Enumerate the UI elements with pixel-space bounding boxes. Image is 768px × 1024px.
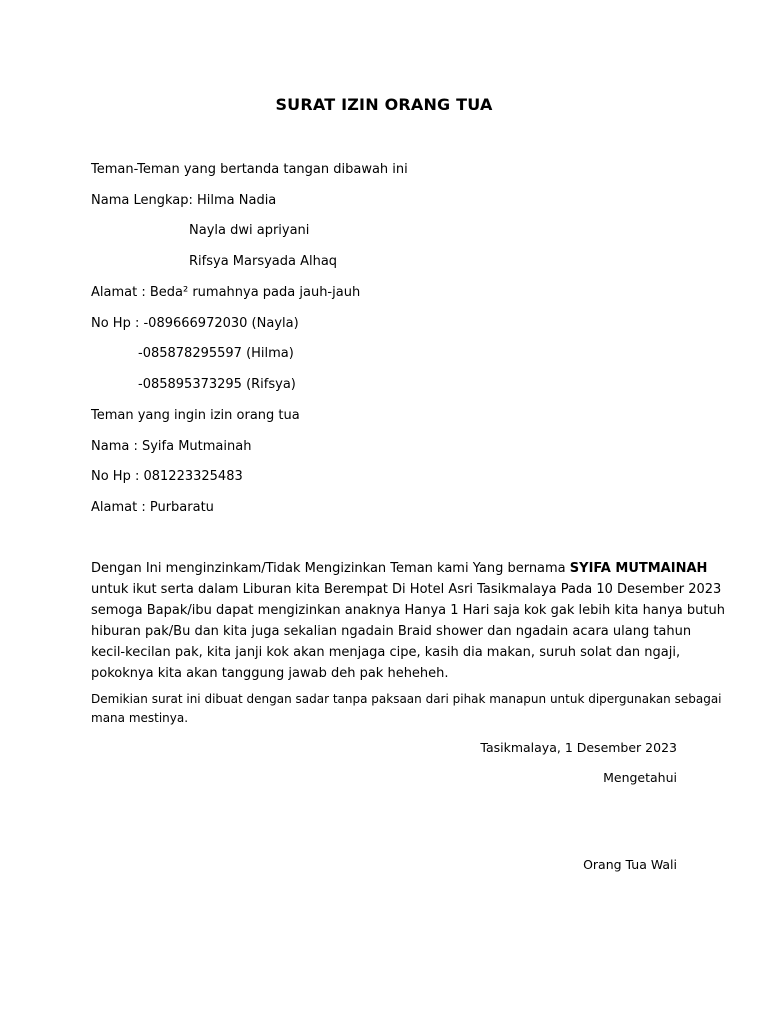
signer-name-3: Rifsya Marsyada Alhaq	[189, 254, 338, 269]
signer-address: Alamat : Beda² rumahnya pada jauh-jauh	[91, 285, 361, 300]
signature-label: Orang Tua Wali	[583, 857, 677, 872]
signer-name-line: Nama Lengkap: Hilma Nadia	[91, 193, 277, 208]
body-line-4: hiburan pak/Bu dan kita juga sekalian ngadain Braid shower dan ngadain acara ulang tahun	[91, 624, 692, 639]
friend-intro: Teman yang ingin izin orang tua	[91, 408, 300, 423]
acknowledge-label: Mengetahui	[603, 770, 677, 785]
signer-phone-line: No Hp : -089666972030 (Nayla)	[91, 316, 299, 331]
closing-line-1: Demikian surat ini dibuat dengan sadar tanpa paksaan dari pihak manapun untuk dipergunakan sebagai	[91, 692, 722, 706]
body-line-3: semoga Bapak/ibu dapat mengizinkan anaknya Hanya 1 Hari saja kok gak lebih kita hanya butuh	[91, 603, 725, 618]
body-line-1-text: Dengan Ini menginzinkam/Tidak Mengizinkan Teman kami Yang bernama	[91, 561, 570, 576]
friend-name-bold: SYIFA MUTMAINAH	[569, 561, 708, 576]
friend-address: Alamat : Purbaratu	[91, 500, 214, 515]
letter-title: SURAT IZIN ORANG TUA	[275, 95, 493, 114]
body-line-5: kecil-kecilan pak, kita janji kok akan menjaga cipe, kasih dia makan, suruh solat dan ngaji,	[91, 645, 681, 660]
friend-phone: No Hp : 081223325483	[91, 469, 243, 484]
place-date: Tasikmalaya, 1 Desember 2023	[480, 740, 677, 755]
body-line-2: untuk ikut serta dalam Liburan kita Berempat Di Hotel Asri Tasikmalaya Pada 10 Desember 2023	[91, 582, 722, 597]
body-paragraph	[91, 558, 725, 684]
body-line-1	[91, 558, 708, 579]
signer-phone-2: -085878295597 (Hilma)	[138, 346, 294, 361]
signer-phone-3: -085895373295 (Rifsya)	[138, 377, 296, 392]
closing-paragraph	[91, 690, 722, 728]
intro-text: Teman-Teman yang bertanda tangan dibawah ini	[91, 162, 408, 177]
signer-name-2: Nayla dwi apriyani	[189, 223, 310, 238]
closing-line-2: mana mestinya.	[91, 711, 189, 725]
body-line-6: pokoknya kita akan tanggung jawab deh pak heheheh.	[91, 666, 449, 681]
friend-name: Nama : Syifa Mutmainah	[91, 439, 252, 454]
